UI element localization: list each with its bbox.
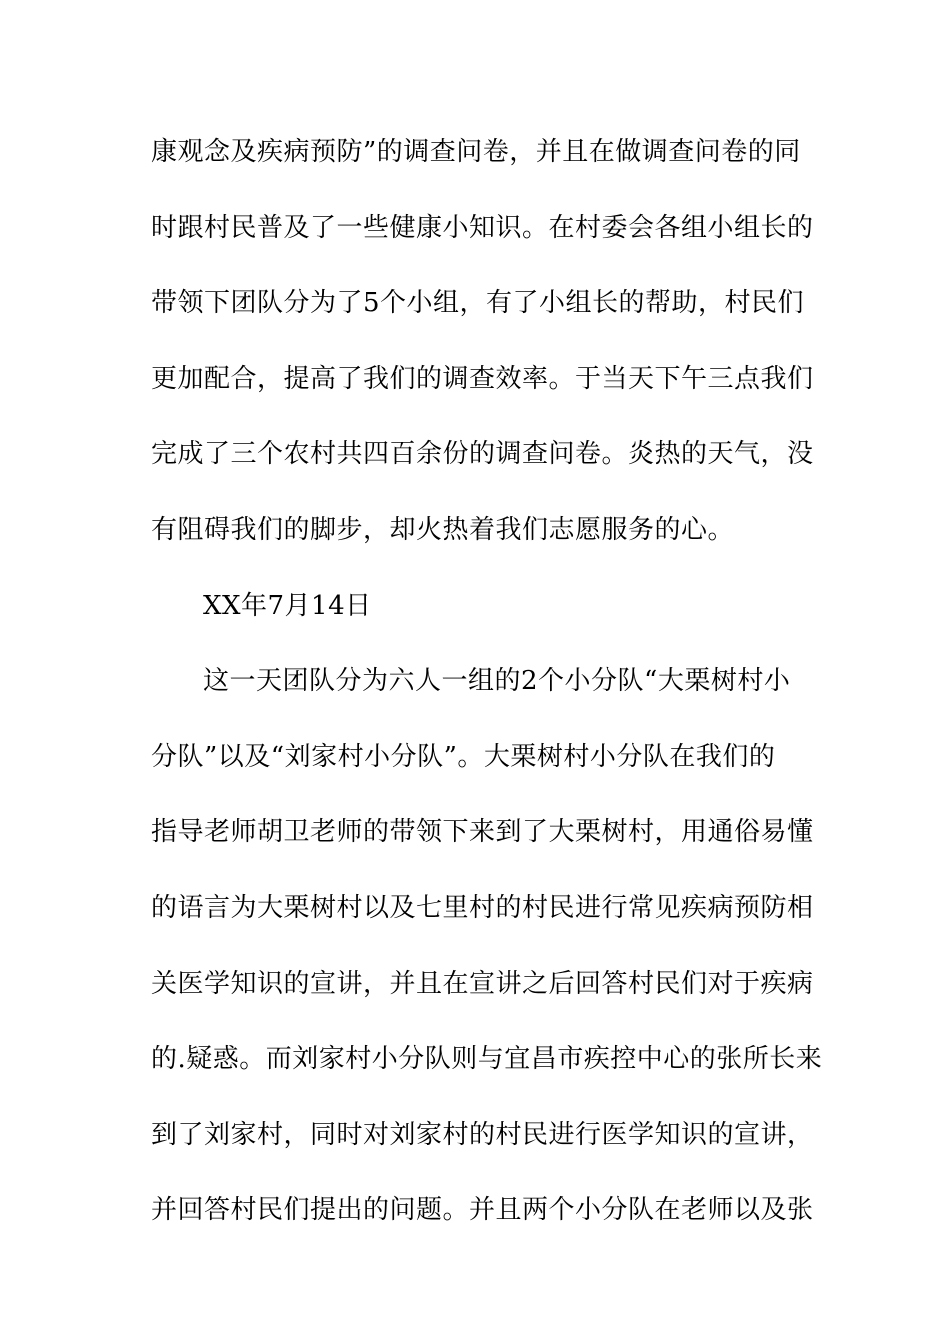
text-line: 关医学知识的宣讲，并且在宣讲之后回答村民们对于疾病 <box>151 968 814 999</box>
text-line: 分队”以及“刘家村小分队”。大栗树村小分队在我们的 <box>151 741 776 772</box>
text-line: 时跟村民普及了一些健康小知识。在村委会各组小组长的 <box>151 212 814 243</box>
text-line: 到了刘家村，同时对刘家村的村民进行医学知识的宣讲， <box>151 1119 814 1150</box>
text-line: 的.疑惑。而刘家村小分队则与宜昌市疾控中心的张所长来 <box>151 1044 823 1075</box>
body-text <box>151 131 823 1265</box>
text-line: 康观念及疾病预防”的调查问卷，并且在做调查问卷的同 <box>151 137 801 167</box>
text-line: 指导老师胡卫老师的带领下来到了大栗树村，用通俗易懂 <box>151 817 814 848</box>
text-line: 这一天团队分为六人一组的2个小分队“大栗树村小 <box>203 666 791 697</box>
text-line: 并回答村民们提出的问题。并且两个小分队在老师以及张 <box>151 1195 814 1226</box>
text-line: 完成了三个农村共四百余份的调查问卷。炎热的天气，没 <box>151 439 814 470</box>
text-line: 带领下团队分为了5个小组，有了小组长的帮助，村民们 <box>151 288 805 319</box>
text-line: 有阻碍我们的脚步，却火热着我们志愿服务的心。 <box>151 514 735 545</box>
date-heading: XX年7月14日 <box>203 590 372 621</box>
text-line: 更加配合，提高了我们的调查效率。于当天下午三点我们 <box>151 363 814 394</box>
text-line: 的语言为大栗树村以及七里村的村民进行常见疾病预防相 <box>151 892 814 923</box>
